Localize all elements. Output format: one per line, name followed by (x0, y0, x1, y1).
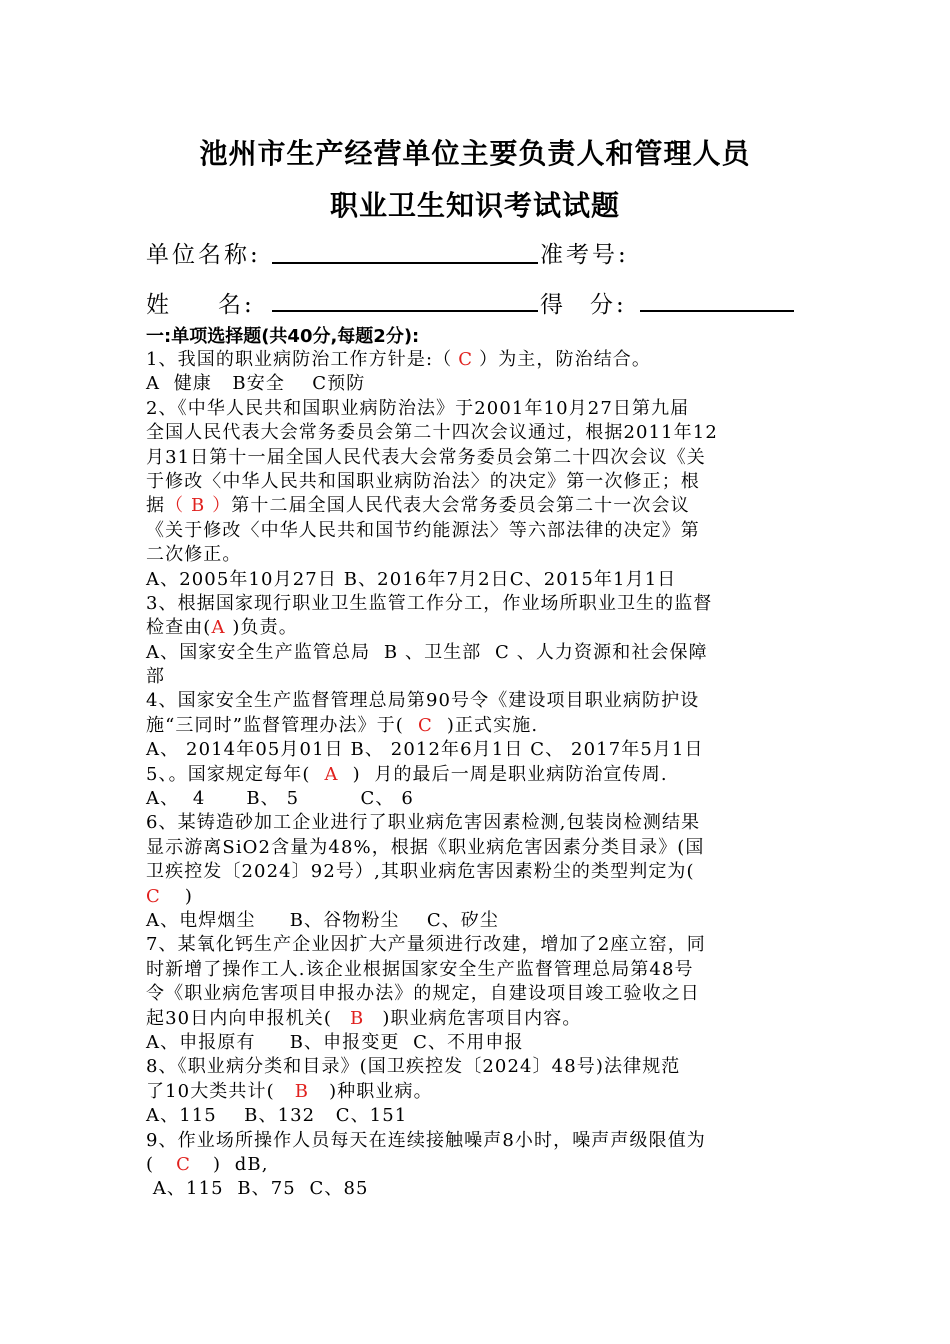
score-blank[interactable] (640, 310, 794, 312)
question-1-options: A 健康 B安全 C预防 (146, 373, 366, 395)
answer-mark: （ B ） (165, 495, 232, 517)
name-label-part1: 姓 (146, 292, 172, 318)
answer-mark: A (324, 763, 339, 785)
question-5-options: A、 4 B、 5 C、 6 (146, 788, 414, 810)
exam-number-label: 准考号: (540, 242, 629, 268)
question-8-options: A、115 B、132 C、151 (146, 1105, 408, 1127)
answer-mark: B (350, 1007, 365, 1029)
answer-mark: C (458, 349, 474, 370)
question-7-line: 时新增了操作工人.该企业根据国家安全生产监督管理总局第48号 (146, 958, 694, 980)
question-3-options: 部 (146, 666, 166, 688)
question-3-options: A、国家安全生产监管总局 B 、卫生部 C 、人力资源和社会保障 (146, 641, 708, 663)
question-2-line: 于修改〈中华人民共和国职业病防治法〉的决定》第一次修正；根 (146, 470, 700, 492)
question-text: 1、我国的职业病防治工作方针是:（ (146, 349, 453, 370)
question-text: 了10大类共计( (146, 1080, 275, 1102)
question-text: )职业病危害项目内容。 (382, 1007, 582, 1029)
name-blank[interactable] (272, 310, 538, 312)
section-heading: 一:单项选择题(共40分,每题2分): (146, 326, 420, 347)
question-text: )种职业病。 (329, 1080, 433, 1102)
question-5-line (146, 763, 806, 787)
question-text: 检查由( (146, 617, 212, 639)
unit-name-label: 单位名称: (146, 242, 261, 268)
question-text: 5、。国家规定每年( (146, 763, 311, 785)
question-3-line: 3、根据国家现行职业卫生监管工作分工，作业场所职业卫生的监督 (146, 592, 713, 614)
question-text: ( (146, 1153, 155, 1175)
question-2-line: 《关于修改〈中华人民共和国节约能源法〉等六部法律的决定》第 (146, 519, 700, 541)
question-4-line: 4、国家安全生产监督管理总局第90号令《建设项目职业病防护设 (146, 690, 700, 712)
question-8-line: 8、《职业病分类和目录》(国卫疾控发〔2024〕48号)法律规范 (146, 1056, 681, 1078)
question-list (146, 348, 806, 1202)
question-text: )负责。 (225, 617, 298, 639)
question-9-line (146, 1153, 806, 1177)
answer-mark: C (146, 885, 161, 907)
question-text: ）为主，防治结合。 (479, 349, 651, 370)
question-2-options: A、2005年10月27日 B、2016年7月2日C、2015年1月1日 (146, 568, 677, 590)
question-6-line (146, 885, 806, 909)
question-9-line: 9、作业场所操作人员每天在连续接触噪声8小时，噪声声级限值为 (146, 1129, 706, 1151)
question-4-options: A、 2014年05月01日 B、 2012年6月1日 C、 2017年5月1日 (146, 739, 704, 761)
question-2-line: 2、《中华人民共和国职业病防治法》于2001年10月27日第九届 (146, 397, 690, 419)
question-7-line: 令《职业病危害项目申报办法》的规定，自建设项目竣工验收之日 (146, 983, 700, 1005)
answer-mark: A (211, 617, 226, 639)
unit-name-blank[interactable] (272, 262, 538, 264)
exam-title-line-2: 职业卫生知识考试试题 (329, 189, 620, 222)
question-2-line: 月31日第十一届全国人民代表大会常务委员会第二十四次会议《关 (146, 446, 706, 468)
question-3-line (146, 616, 806, 640)
question-1 (146, 348, 806, 372)
question-6-line: 卫疾控发〔2024〕92号）,其职业病危害因素粉尘的类型判定为( (146, 861, 695, 883)
question-2-line: 全国人民代表大会常务委员会第二十四次会议通过，根据2011年12 (146, 422, 718, 444)
score-label-part2: 分: (590, 292, 627, 318)
question-7-line (146, 1007, 806, 1031)
question-2-line (146, 494, 806, 518)
answer-mark: C (176, 1153, 191, 1175)
question-7-line: 7、某氧化钙生产企业因扩大产量须进行改建，增加了2座立窑，同 (146, 934, 706, 956)
question-7-options: A、申报原有 B、申报变更 C、不用申报 (146, 1031, 524, 1053)
exam-title-line-1: 池州市生产经营单位主要负责人和管理人员 (199, 137, 751, 170)
question-text: 起30日内向申报机关( (146, 1007, 333, 1029)
question-text: ) (184, 885, 193, 907)
question-9-options: A、115 B、75 C、85 (146, 1178, 369, 1200)
name-label-part2: 名: (218, 292, 255, 318)
question-text: 据 (146, 495, 166, 517)
question-8-line (146, 1080, 806, 1104)
question-6-options: A、电焊烟尘 B、谷物粉尘 C、矽尘 (146, 909, 499, 931)
question-text: ) 月的最后一周是职业病防治宣传周. (352, 763, 668, 785)
question-text: 施“三同时”监督管理办法》于( (146, 714, 404, 736)
question-6-line: 显示游离SiO2含量为48%，根据《职业病危害因素分类目录》(国 (146, 836, 705, 858)
question-text: 第十二届全国人民代表大会常务委员会第二十一次会议 (231, 495, 690, 517)
question-2-line: 二次修正。 (146, 544, 242, 566)
question-text: )正式实施. (446, 714, 539, 736)
question-text: ) dB, (213, 1153, 269, 1175)
question-6-line: 6、某铸造砂加工企业进行了职业病危害因素检测,包装岗检测结果 (146, 812, 701, 834)
answer-mark: C (417, 714, 433, 736)
score-label-part1: 得 (540, 292, 566, 318)
question-4-line (146, 714, 806, 738)
answer-mark: B (294, 1080, 310, 1102)
